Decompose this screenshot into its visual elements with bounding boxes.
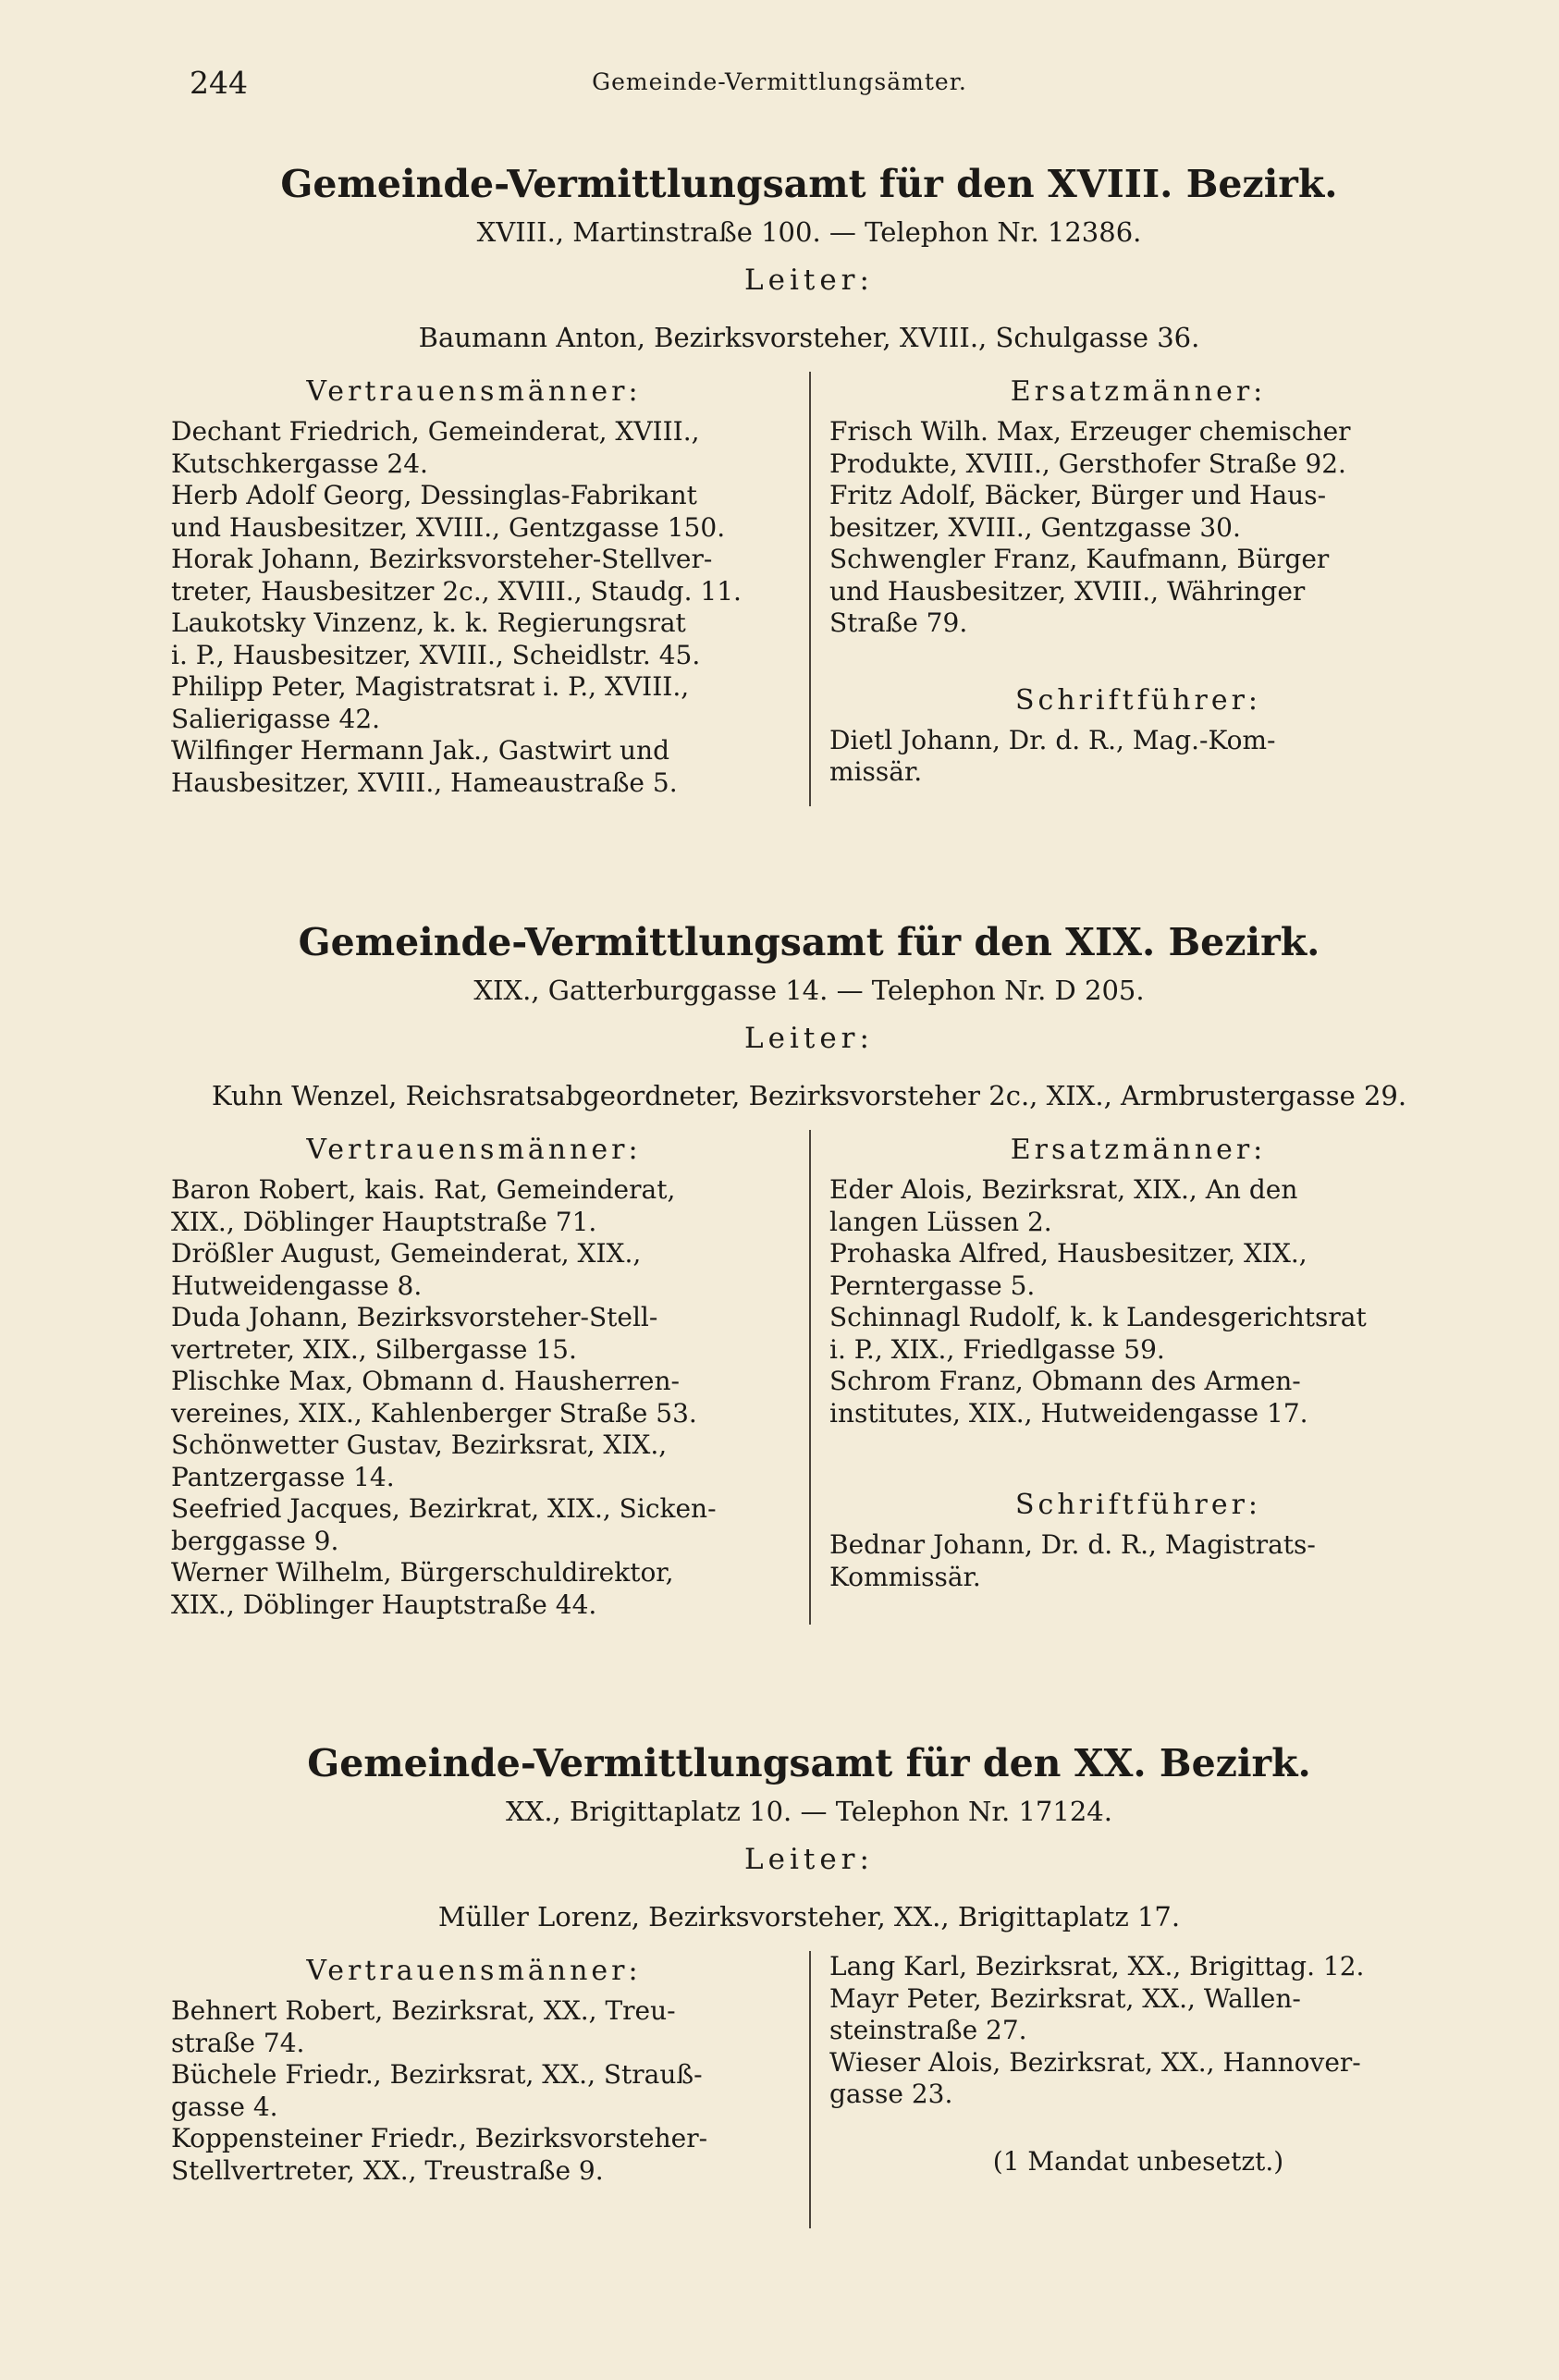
running-title: Gemeinde-Vermittlungsämter.	[592, 68, 967, 95]
leader-entry: Müller Lorenz, Bezirksvorsteher, XX., Brigittaplatz 17.	[437, 1901, 1181, 1932]
substitutes-column	[829, 368, 1447, 789]
trustee-entry: Drößler August, Gemeinderat, XIX., Hutweidengasse 8.	[171, 1238, 642, 1301]
substitute-entry: Schinnagl Rudolf, k. k Landesgerichtsrat i. P., XIX., Friedlgasse 59.	[829, 1302, 1367, 1365]
continued-column	[829, 1951, 1447, 2178]
leader-label: Leiter:	[744, 264, 874, 297]
trustees-column	[171, 1947, 777, 2187]
trustee-entry: Baron Robert, kais. Rat, Gemeinderat, XIX., Döblinger Hauptstraße 71.	[171, 1174, 676, 1237]
trustee-entry: Koppensteiner Friedr., Bezirksvorsteher- Stellvertreter, XX., Treustraße 9.	[171, 2123, 708, 2186]
trustee-entry: Wilfinger Hermann Jak., Gastwirt und Hausbesitzer, XVIII., Hameaustraße 5.	[171, 735, 678, 798]
running-header	[0, 55, 1559, 111]
substitute-entry: Schrom Franz, Obmann des Armen- institutes, XIX., Hutweidengasse 17.	[829, 1366, 1308, 1429]
section-title: Gemeinde-Vermittlungsamt für den XX. Bezirk.	[307, 1741, 1311, 1785]
page-number: 244	[190, 65, 248, 101]
secretary-entry: Dietl Johann, Dr. d. R., Mag.-Kom- missär.	[829, 724, 1276, 787]
substitute-entry: Eder Alois, Bezirksrat, XIX., An den langen Lüssen 2.	[829, 1174, 1298, 1237]
trustee-entry: Behnert Robert, Bezirksrat, XX., Treu- straße 74.	[171, 1995, 676, 2058]
trustee-entry: Herb Adolf Georg, Dessinglas-Fabrikant und Hausbesitzer, XVIII., Gentzgasse 150.	[171, 480, 726, 543]
trustee-entry: Horak Johann, Bezirksvorsteher-Stellver- treter, Hausbesitzer 2c., XVIII., Staudg. 11.	[171, 544, 742, 607]
leader-entry: Baumann Anton, Bezirksvorsteher, XVIII., Schulgasse 36.	[418, 322, 1200, 353]
substitute-entry: Prohaska Alfred, Hausbesitzer, XIX., Perntergasse 5.	[829, 1238, 1307, 1301]
trustee-entry: Seefried Jacques, Bezirkrat, XIX., Sicken- berggasse 9.	[171, 1493, 717, 1556]
trustee-entry: Werner Wilhelm, Bürgerschuldirektor, XIX., Döblinger Hauptstraße 44.	[171, 1557, 674, 1620]
substitutes-heading: Ersatzmänner:	[1010, 1134, 1267, 1166]
trustee-entry: Mayr Peter, Bezirksrat, XX., Wallen- steinstraße 27.	[829, 1982, 1301, 2045]
section-xx	[171, 1736, 1447, 2186]
column-divider	[809, 372, 811, 806]
leader-label: Leiter:	[744, 1022, 874, 1055]
trustee-entry: Lang Karl, Bezirksrat, XX., Brigittag. 12.	[829, 1951, 1365, 1981]
substitutes-column	[829, 1126, 1447, 1593]
secretary-entry: Bednar Johann, Dr. d. R., Magistrats- Kommissär.	[829, 1529, 1316, 1592]
trustees-heading: Vertrauensmänner:	[306, 1955, 642, 1987]
leader-entry: Kuhn Wenzel, Reichsratsabgeordneter, Bezirksvorsteher 2c., XIX., Armbrustergasse 29.	[211, 1080, 1407, 1111]
column-divider	[809, 1951, 811, 2228]
trustees-heading: Vertrauensmänner:	[306, 1134, 642, 1166]
section-address: XX., Brigittaplatz 10. — Telephon Nr. 17124.	[506, 1796, 1112, 1827]
secretary-heading: Schriftführer:	[1014, 1489, 1262, 1521]
leader-label: Leiter:	[744, 1843, 874, 1876]
trustee-entry: Laukotsky Vinzenz, k. k. Regierungsrat i. P., Hausbesitzer, XVIII., Scheidlstr. 45.	[171, 607, 701, 670]
trustee-entry: Philipp Peter, Magistratsrat i. P., XVIII., Salierigasse 42.	[171, 671, 690, 734]
trustee-entry: Büchele Friedr., Bezirksrat, XX., Strauß- gasse 4.	[171, 2059, 703, 2122]
vacancy-note: (1 Mandat unbesetzt.)	[992, 2145, 1284, 2177]
substitute-entry: Frisch Wilh. Max, Erzeuger chemischer Produkte, XVIII., Gersthofer Straße 92.	[829, 416, 1351, 479]
section-address: XVIII., Martinstraße 100. — Telephon Nr. 12386.	[476, 216, 1142, 248]
trustees-column	[171, 368, 777, 799]
trustee-entry: Plischke Max, Obmann d. Hausherren- vereines, XIX., Kahlenberger Straße 53.	[171, 1366, 697, 1429]
substitute-entry: Fritz Adolf, Bäcker, Bürger und Haus- besitzer, XVIII., Gentzgasse 30.	[829, 480, 1327, 543]
secretary-heading: Schriftführer:	[1014, 683, 1262, 717]
section-title: Gemeinde-Vermittlungsamt für den XVIII. Bezirk.	[280, 162, 1338, 206]
section-address: XIX., Gatterburggasse 14. — Telephon Nr. D 205.	[473, 975, 1145, 1006]
trustee-entry: Schönwetter Gustav, Bezirksrat, XIX., Pantzergasse 14.	[171, 1429, 668, 1492]
substitutes-heading: Ersatzmänner:	[1010, 375, 1267, 408]
trustee-entry: Duda Johann, Bezirksvorsteher-Stell- vertreter, XIX., Silbergasse 15.	[171, 1302, 658, 1365]
column-divider	[809, 1130, 811, 1625]
section-xviii	[171, 157, 1447, 798]
trustee-entry: Wieser Alois, Bezirksrat, XX., Hannover- gasse 23.	[829, 2046, 1361, 2109]
section-title: Gemeinde-Vermittlungsamt für den XIX. Bezirk.	[298, 920, 1320, 964]
trustee-entry: Dechant Friedrich, Gemeinderat, XVIII., Kutschkergasse 24.	[171, 416, 700, 479]
trustees-column	[171, 1126, 777, 1621]
substitute-entry: Schwengler Franz, Kaufmann, Bürger und Hausbesitzer, XVIII., Währinger Straße 79.	[829, 544, 1330, 638]
trustees-heading: Vertrauensmänner:	[306, 375, 642, 408]
section-xix	[171, 915, 1447, 1620]
